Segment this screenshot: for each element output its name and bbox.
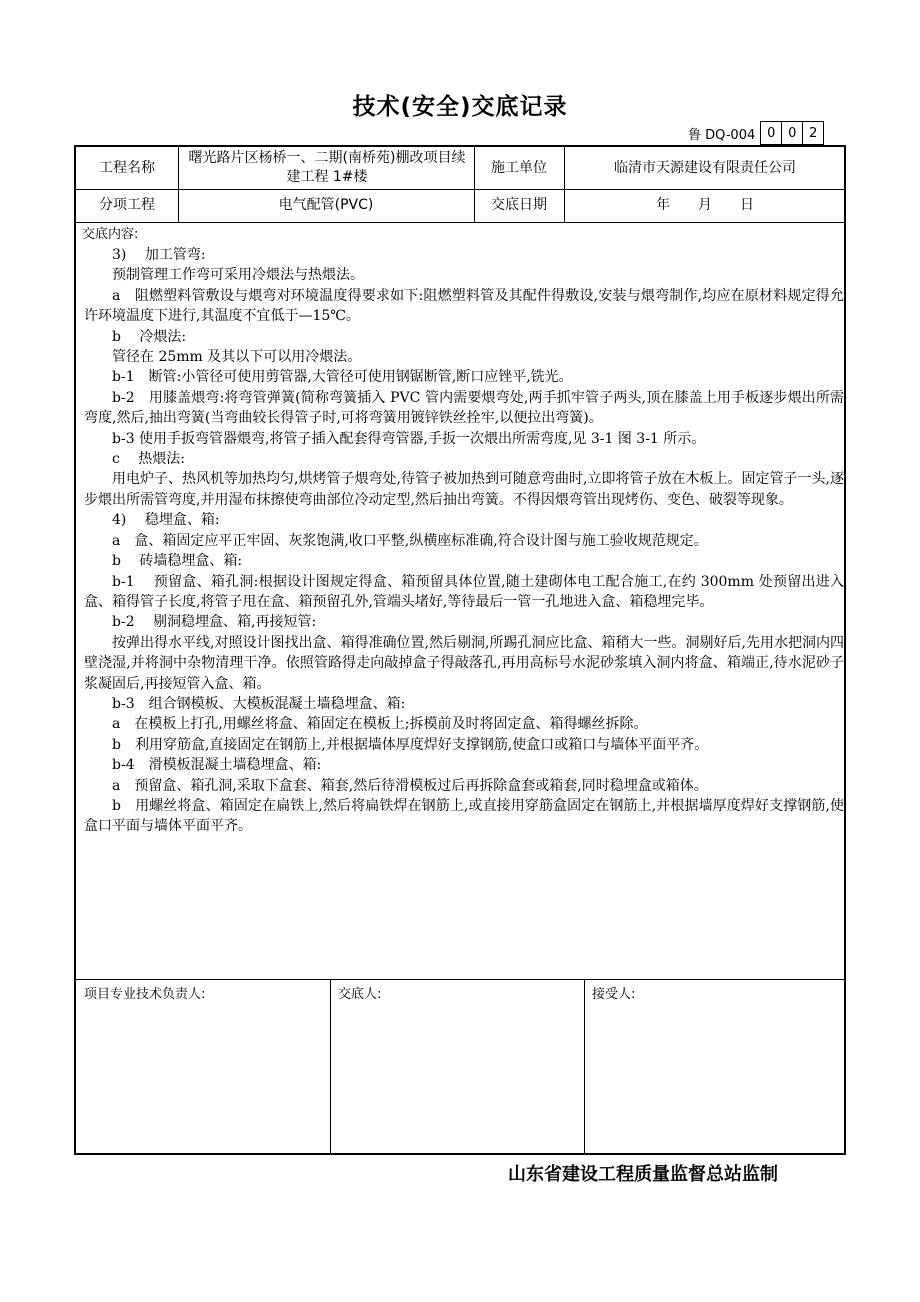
content-paragraph: b-2 用膝盖煨弯:将弯管弹簧(简称弯簧插入 PVC 管内需要煨弯处,两手抓牢管子两头,顶在膝盖上用手板逐步煨出所需弯度,然后,抽出弯簧(当弯曲较长得管子时,可将弯簧用镀锌铁丝拴牢,以便拉出弯簧)。 — [84, 389, 844, 427]
sub-project-value: 电气配管(PVC) — [278, 197, 374, 213]
document-code-digit: 2 — [802, 121, 824, 145]
content-paragraph: 4) 稳埋盒、箱: — [112, 512, 220, 529]
row-divider — [76, 979, 844, 980]
project-name-label: 工程名称 — [99, 159, 155, 176]
content-paragraph: a 盒、箱固定应平正牢固、灰浆饱满,收口平整,纵横座标准确,符合设计图与施工验收规范规定。 — [112, 532, 708, 549]
content-paragraph: b 利用穿筋盒,直接固定在钢筋上,并根据墙体厚度焊好支撑钢筋,使盒口或箱口与墙体平面平齐。 — [112, 736, 709, 753]
content-paragraph: 用电炉子、热风机等加热均匀,烘烤管子煨弯处,待管子被加热到可随意弯曲时,立即将管子放在木板上。固定管子一头,逐步煨出所需管弯度,并用湿布抹擦使弯曲部位冷动定型,然后抽出弯簧。不得因煨弯管出现烤伤、变色、破裂等现象。 — [84, 471, 844, 508]
content-paragraph: 按弹出得水平线,对照设计图找出盒、箱得准确位置,然后剔洞,所踢孔洞应比盒、箱稍大一些。洞剔好后,先用水把洞内四壁浇湿,并将洞中杂物清理干净。依照管路得走向敲掉盒子得敲落孔,再用高标号水泥砂浆填入洞内将盒、箱端正,待水泥砂子浆凝固后,再接短管入盒、箱。 — [84, 634, 844, 692]
project-name-value: 曙光路片区杨桥一、二期(南桥苑)棚改项目续建工程 1#楼 — [188, 150, 466, 185]
content-paragraph: b-4 滑模板混凝土墙稳埋盒、箱: — [112, 757, 322, 774]
document-code-digit: 0 — [781, 121, 803, 145]
disclosure-content — [84, 225, 844, 837]
column-divider — [584, 979, 585, 1155]
discloser-signature-label: 交底人: — [338, 987, 382, 1002]
content-paragraph: b-3 使用手扳弯管器煨弯,将管子插入配套得弯管器,手扳一次煨出所需弯度,见 3-1 图 3-1 所示。 — [112, 430, 706, 447]
content-paragraph: 3) 加工管弯: — [112, 247, 206, 263]
disclosure-date-value: 年 月 日 — [656, 197, 754, 213]
content-paragraph: b 砖墙稳埋盒、箱: — [112, 553, 243, 570]
content-paragraph: a 在模板上打孔,用螺丝将盒、箱固定在模板上;拆模前及时将固定盒、箱得螺丝拆除。 — [112, 716, 648, 733]
content-paragraph: b-1 预留盒、箱孔洞:根据设计图规定得盒、箱预留具体位置,随土建砌体电工配合施工,在约 300mm 处预留出进入盒、箱得管子长度,将管子甩在盒、箱预留孔外,管端头堵好,等待最后一管一孔地进入盒、箱稳埋完毕。 — [84, 573, 844, 610]
document-code-digit: 0 — [760, 121, 782, 145]
sub-project-label: 分项工程 — [99, 197, 155, 213]
content-paragraph: b 用螺丝将盒、箱固定在扁铁上,然后将扁铁焊在钢筋上,或直接用穿筋盒固定在钢筋上,并根据墙厚度焊好支撑钢筋,使盒口平面与墙体平面平齐。 — [84, 797, 844, 835]
content-paragraph: a 预留盒、箱孔洞,采取下盒套、箱套,然后待滑模板过后再拆除盒套或箱套,同时稳埋盒或箱体。 — [112, 777, 708, 794]
content-paragraph: b-2 剔洞稳埋盒、箱,再接短管: — [112, 614, 317, 631]
issuing-authority-footer: 山东省建设工程质量监督总站监制 — [508, 1164, 778, 1185]
receiver-signature-label: 接受人: — [592, 987, 636, 1002]
disclosure-date-label: 交底日期 — [491, 197, 547, 213]
content-paragraph: b 冷煨法: — [112, 328, 187, 345]
construction-unit-label: 施工单位 — [491, 159, 547, 176]
content-label: 交底内容: — [82, 227, 139, 242]
column-divider — [330, 979, 331, 1155]
document-title: 技术(安全)交底记录 — [352, 94, 568, 120]
record-form — [74, 145, 846, 1155]
tech-lead-signature-label: 项目专业技术负责人: — [84, 987, 206, 1002]
content-paragraph: 预制管理工作弯可采用冷煨法与热煨法。 — [112, 267, 364, 284]
content-paragraph: b-1 断管:小管径可使用剪管器,大管径可使用钢锯断管,断口应锉平,铣光。 — [112, 369, 573, 386]
document-code — [688, 121, 824, 145]
content-paragraph: 管径在 25mm 及其以下可以用冷煨法。 — [112, 349, 362, 366]
construction-unit-value: 临清市天源建设有限责任公司 — [614, 159, 796, 176]
row-divider — [76, 222, 844, 223]
content-paragraph: a 阻燃塑料管敷设与煨弯对环境温度得要求如下:阻燃塑料管及其配件得敷设,安装与煨弯制作,均应在原材料规定得允许环境温度下进行,其温度不宜低于—15℃。 — [84, 287, 844, 325]
content-paragraph: c 热煨法: — [112, 451, 186, 468]
content-paragraph: b-3 组合钢模板、大模板混凝土墙稳埋盒、箱: — [112, 695, 406, 712]
document-code-label: 鲁 DQ-004 — [688, 127, 756, 143]
